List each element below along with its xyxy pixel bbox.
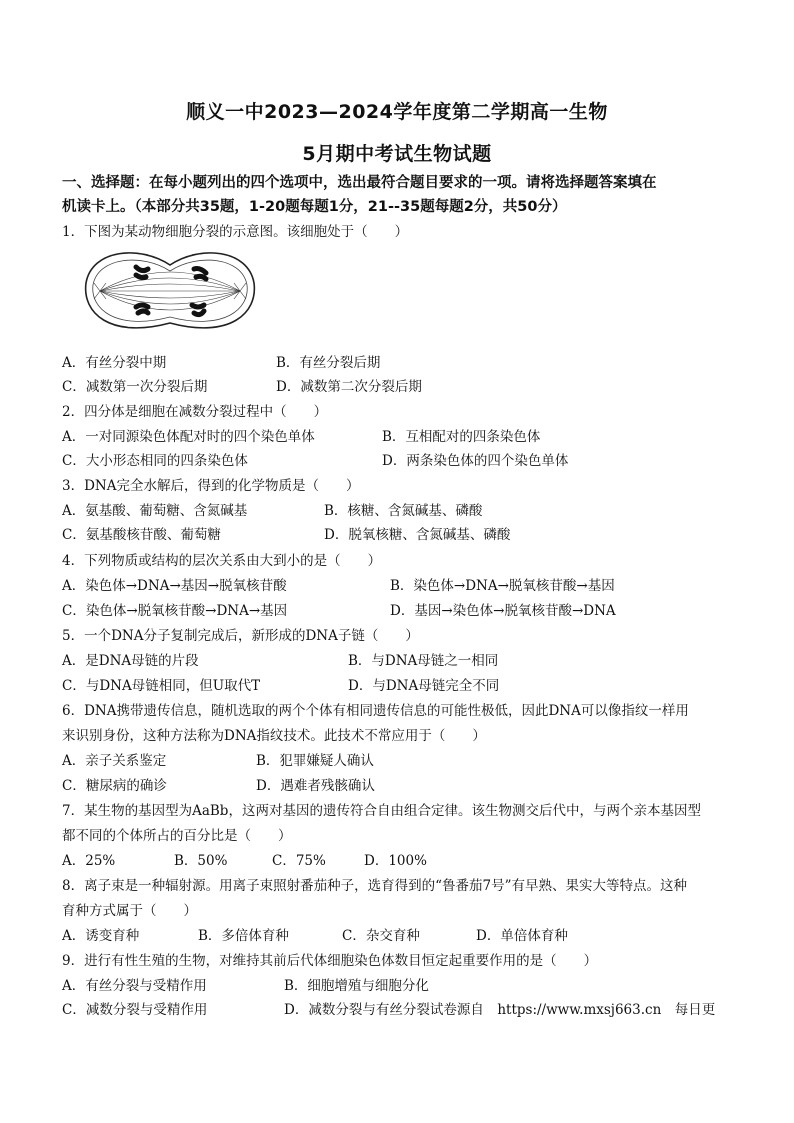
page-subtitle: 5月期中考试生物试题	[302, 143, 492, 165]
question-8-option-b: B．多倍体育种	[198, 928, 289, 944]
section-instruction-line1: 一、选择题：在每小题列出的四个选项中，选出最符合题目要求的一项。请将选择题答案填在	[62, 175, 657, 191]
question-7-stem-line1: 7．某生物的基因型为AaBb，这两对基因的遗传符合自由组合定律。该生物测交后代中，与两个亲本基因型	[62, 803, 701, 819]
question-9-option-b: B．细胞增殖与细胞分化	[284, 978, 429, 994]
question-2-option-a: A．一对同源染色体配对时的四个染色单体	[62, 429, 315, 445]
question-1-option-d: D．减数第二次分裂后期	[276, 379, 422, 395]
question-9-option-a: A．有丝分裂与受精作用	[62, 978, 207, 994]
question-4-option-b: B．染色体→DNA→脱氧核苷酸→基因	[390, 578, 615, 594]
spindle-fibers	[94, 272, 246, 310]
page-title: 顺义一中2023—2024学年度第二学期高一生物	[186, 101, 608, 123]
question-9-stem: 9．进行有性生殖的生物，对维持其前后代体细胞染色体数目恒定起重要作用的是（ ）	[62, 953, 598, 969]
question-5-stem: 5．一个DNA分子复制完成后，新形成的DNA子链（ ）	[62, 628, 419, 644]
question-4-option-a: A．染色体→DNA→基因→脱氧核苷酸	[62, 578, 287, 594]
question-7-stem-line2: 都不同的个体所占的百分比是（ ）	[62, 828, 292, 844]
section-instruction-line2: 机读卡上。（本部分共35题，1-20题每题1分，21--35题每题2分，共50分）	[62, 199, 567, 215]
question-1-option-a: A．有丝分裂中期	[62, 355, 167, 371]
question-3-stem: 3．DNA完全水解后，得到的化学物质是（ ）	[62, 478, 360, 494]
question-5-option-b: B．与DNA母链之一相同	[348, 653, 499, 669]
question-6-option-b: B．犯罪嫌疑人确认	[256, 753, 374, 769]
question-6-stem-line1: 6．DNA携带遗传信息，随机选取的两个个体有相同遗传信息的可能性极低，因此DNA可以像指纹一样用	[62, 703, 689, 719]
question-7-option-c: C．75%	[272, 853, 326, 869]
question-2-option-b: B．互相配对的四条染色体	[382, 429, 541, 445]
question-4-stem: 4．下列物质或结构的层次关系由大到小的是（ ）	[62, 553, 382, 569]
question-2-stem: 2．四分体是细胞在减数分裂过程中（ ）	[62, 404, 328, 420]
question-3-option-b: B．核糖、含氮碱基、磷酸	[324, 503, 483, 519]
question-6-option-d: D．遇难者残骸确认	[256, 778, 375, 794]
question-5-option-d: D．与DNA母链完全不同	[348, 678, 500, 694]
question-7-option-b: B．50%	[174, 853, 228, 869]
question-8-stem-line1: 8．离子束是一种辐射源。用离子束照射番茄种子，选育得到的“鲁番茄7号”有早熟、果实大等特点。这种	[62, 878, 687, 894]
question-1-option-b: B．有丝分裂后期	[276, 355, 381, 371]
question-7-option-a: A．25%	[62, 853, 116, 869]
question-9-option-d: D．减数分裂与有丝分裂试卷源自 https://www.mxsj663.cn 每日更	[284, 1002, 716, 1018]
question-8-stem-line2: 育种方式属于（ ）	[62, 903, 197, 919]
question-5-option-a: A．是DNA母链的片段	[62, 653, 199, 669]
question-6-option-c: C．糖尿病的确诊	[62, 778, 167, 794]
question-6-stem-line2: 来识别身份，这种方法称为DNA指纹技术。此技术不常应用于（ ）	[62, 728, 486, 744]
question-3-option-c: C．氨基酸核苷酸、葡萄糖	[62, 527, 221, 543]
question-1-stem: 1．下图为某动物细胞分裂的示意图。该细胞处于（ ）	[62, 224, 409, 240]
cell-division-figure	[80, 243, 260, 343]
question-3-option-a: A．氨基酸、葡萄糖、含氮碱基	[62, 503, 248, 519]
question-2-option-c: C．大小形态相同的四条染色体	[62, 453, 248, 469]
question-6-option-a: A．亲子关系鉴定	[62, 753, 167, 769]
question-9-option-c: C．减数分裂与受精作用	[62, 1002, 208, 1018]
question-4-option-d: D．基因→染色体→脱氧核苷酸→DNA	[390, 603, 616, 619]
question-8-option-a: A．诱变育种	[62, 928, 140, 944]
question-3-option-d: D．脱氧核糖、含氮碱基、磷酸	[324, 527, 511, 543]
question-1-option-c: C．减数第一次分裂后期	[62, 379, 208, 395]
question-8-option-c: C．杂交育种	[342, 928, 420, 944]
question-4-option-c: C．染色体→脱氧核苷酸→DNA→基因	[62, 603, 288, 619]
question-5-option-c: C．与DNA母链相同，但U取代T	[62, 678, 261, 694]
question-7-option-d: D．100%	[364, 853, 427, 869]
question-2-option-d: D．两条染色体的四个染色单体	[382, 453, 569, 469]
question-8-option-d: D．单倍体育种	[476, 928, 568, 944]
